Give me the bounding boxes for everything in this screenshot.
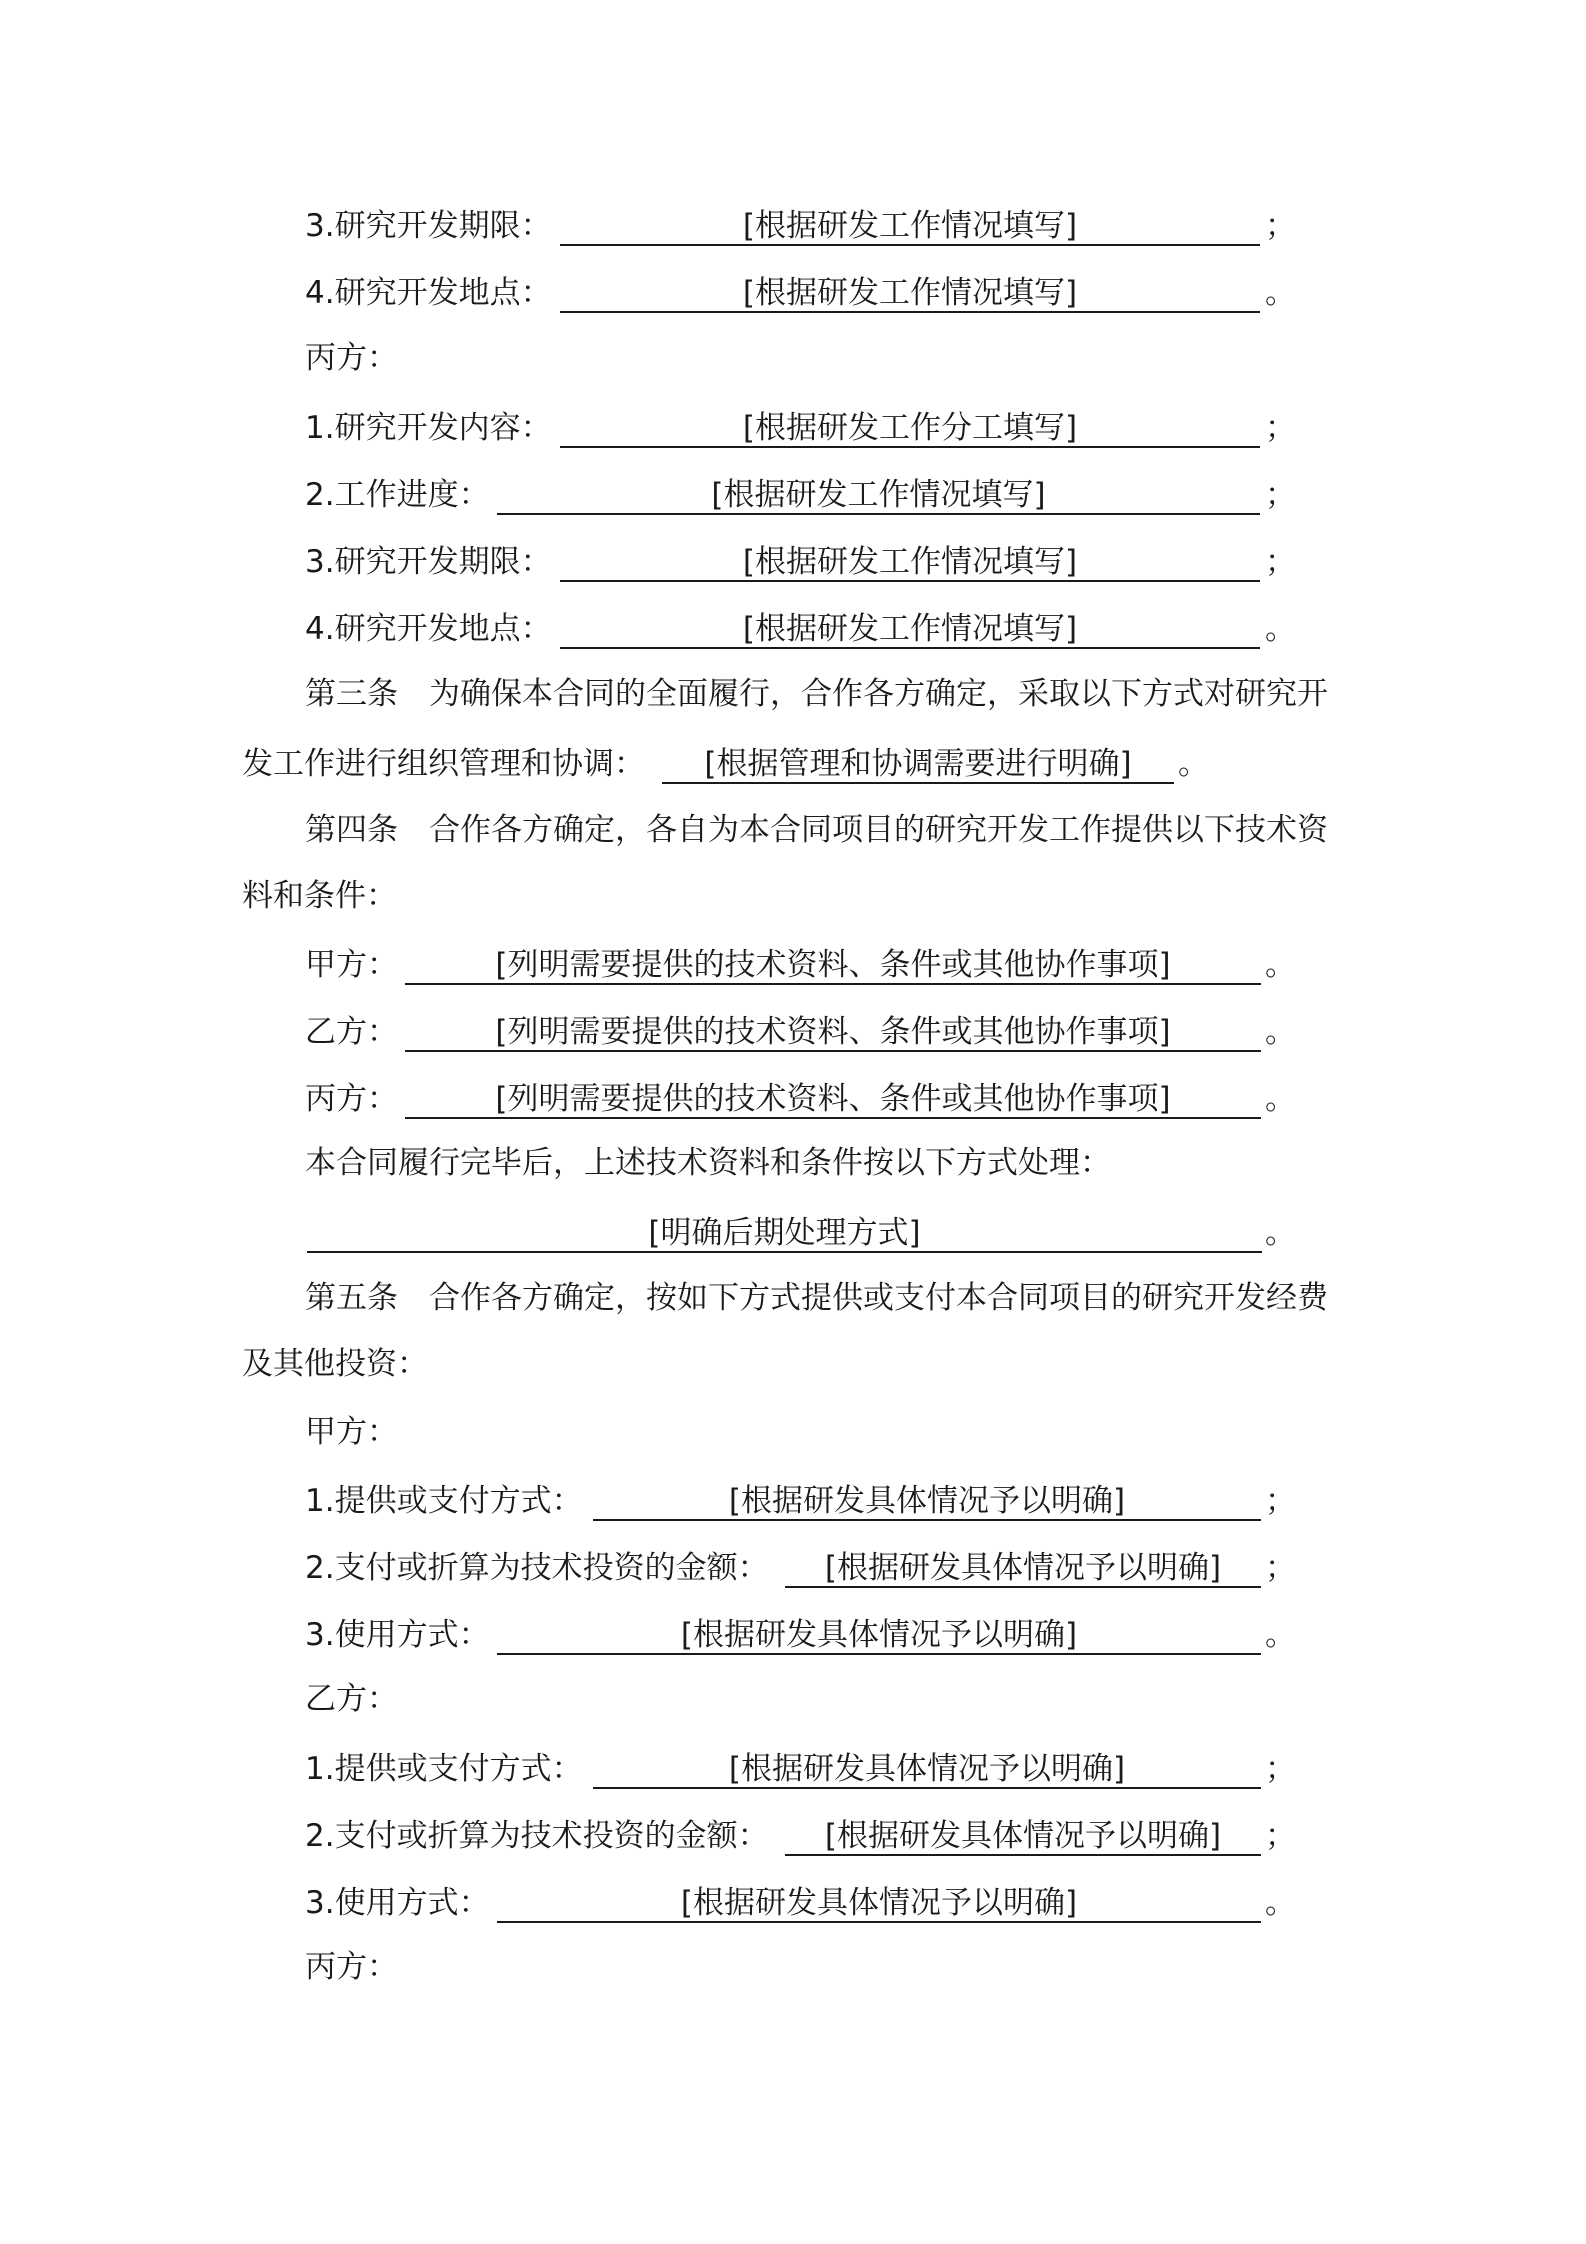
line-ending: ； — [1265, 1751, 1296, 1787]
field-label: 1.研究开发内容： — [305, 410, 552, 446]
field-label: 乙方： — [305, 1014, 398, 1050]
line-ending: ； — [1265, 208, 1296, 244]
line-ending: ； — [1265, 544, 1296, 580]
field-label: 3.使用方式： — [305, 1617, 490, 1653]
line-ending: 。 — [1265, 1081, 1296, 1117]
fill-in-field[interactable]: [根据研发工作情况填写] — [560, 273, 1260, 313]
line-ending: ； — [1265, 1818, 1296, 1854]
field-label: 4.研究开发地点： — [305, 275, 552, 311]
line-ending: 。 — [1178, 746, 1209, 782]
fill-in-field[interactable]: [根据研发工作情况填写] — [497, 475, 1260, 515]
field-label: 2.工作进度： — [305, 477, 490, 513]
fill-in-field[interactable]: [根据研发工作情况填写] — [560, 609, 1260, 649]
fill-in-field[interactable]: [根据研发具体情况予以明确] — [593, 1749, 1261, 1789]
fill-in-field[interactable]: [根据研发具体情况予以明确] — [593, 1481, 1261, 1521]
field-label: 2.支付或折算为技术投资的金额： — [305, 1818, 769, 1854]
clause-line: 本合同履行完毕后，上述技术资料和条件按以下方式处理： — [305, 1145, 1111, 1181]
field-label: 4.研究开发地点： — [305, 611, 552, 647]
field-label: 发工作进行组织管理和协调： — [242, 746, 645, 782]
fill-in-field[interactable]: [明确后期处理方式] — [307, 1213, 1262, 1253]
fill-in-field[interactable]: [列明需要提供的技术资料、条件或其他协作事项] — [405, 1012, 1261, 1052]
clause-article-4: 第四条 合作各方确定，各自为本合同项目的研究开发工作提供以下技术资 — [305, 812, 1328, 848]
clause-continuation: 料和条件： — [242, 878, 397, 914]
clause-continuation: 及其他投资： — [242, 1346, 428, 1382]
clause-article-5: 第五条 合作各方确定，按如下方式提供或支付本合同项目的研究开发经费 — [305, 1280, 1328, 1316]
party-heading: 丙方： — [305, 1949, 398, 1985]
fill-in-field[interactable]: [根据研发具体情况予以明确] — [497, 1615, 1261, 1655]
fill-in-field[interactable]: [根据研发具体情况予以明确] — [785, 1548, 1261, 1588]
line-ending: ； — [1265, 1550, 1296, 1586]
fill-in-field[interactable]: [列明需要提供的技术资料、条件或其他协作事项] — [405, 1079, 1261, 1119]
field-label: 1.提供或支付方式： — [305, 1483, 583, 1519]
fill-in-field[interactable]: [根据研发具体情况予以明确] — [785, 1816, 1261, 1856]
clause-article-3: 第三条 为确保本合同的全面履行，合作各方确定，采取以下方式对研究开 — [305, 676, 1328, 712]
line-ending: ； — [1265, 1483, 1296, 1519]
fill-in-field[interactable]: [列明需要提供的技术资料、条件或其他协作事项] — [405, 945, 1261, 985]
fill-in-field[interactable]: [根据研发工作情况填写] — [560, 542, 1260, 582]
line-ending: ； — [1265, 410, 1296, 446]
field-label: 1.提供或支付方式： — [305, 1751, 583, 1787]
field-label: 3.研究开发期限： — [305, 208, 552, 244]
line-ending: 。 — [1265, 1014, 1296, 1050]
party-heading: 乙方： — [305, 1681, 398, 1717]
party-heading: 丙方： — [305, 340, 398, 376]
line-ending: 。 — [1265, 611, 1296, 647]
fill-in-field[interactable]: [根据管理和协调需要进行明确] — [662, 744, 1174, 784]
party-heading: 甲方： — [305, 1414, 398, 1450]
line-ending: 。 — [1265, 275, 1296, 311]
field-label: 3.研究开发期限： — [305, 544, 552, 580]
line-ending: 。 — [1265, 1617, 1296, 1653]
field-label: 丙方： — [305, 1081, 398, 1117]
fill-in-field[interactable]: [根据研发工作分工填写] — [560, 408, 1260, 448]
field-label: 甲方： — [305, 947, 398, 983]
line-ending: 。 — [1265, 1885, 1296, 1921]
line-ending: 。 — [1265, 947, 1296, 983]
fill-in-field[interactable]: [根据研发工作情况填写] — [560, 206, 1260, 246]
fill-in-field[interactable]: [根据研发具体情况予以明确] — [497, 1883, 1261, 1923]
line-ending: 。 — [1265, 1215, 1296, 1251]
field-label: 2.支付或折算为技术投资的金额： — [305, 1550, 769, 1586]
field-label: 3.使用方式： — [305, 1885, 490, 1921]
line-ending: ； — [1265, 477, 1296, 513]
